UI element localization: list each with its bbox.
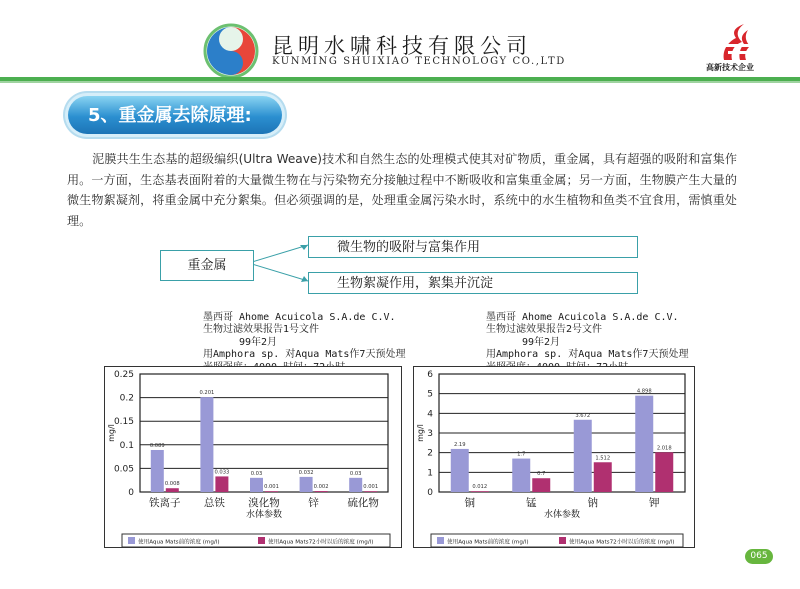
section-title: 5、重金属去除原理: [88,105,252,126]
chart1-legend-label: 使用Aqua Mats前的浓度 (mg/l) [138,539,220,546]
chart1-legend-label: 使用Aqua Mats72小时以后的浓度 (mg/l) [268,539,374,546]
chart1-category-label: 溴化物 [248,497,280,509]
chart1-meta [203,312,405,374]
header-divider-light [0,81,800,83]
chart1-ytick-label: 0 [128,488,134,498]
chart1-ytick-label: 0.05 [113,464,134,475]
chart1-bar [151,450,164,492]
chart1-data-label: 0.201 [199,390,215,397]
chart1-data-label: 0.002 [313,484,329,491]
chart2-xlabel: 水体参数 [543,510,581,520]
chart1-data-label: 0.032 [298,469,314,476]
chart2-bar [594,462,612,492]
company-logo-icon [203,23,259,79]
chart2-meta-line: 墨西哥 Ahome Acuicola S.A.de C.V. [486,312,679,323]
chart2-ytick-label: 4 [427,409,433,420]
chart2-bar [655,452,673,492]
body-paragraph [67,149,737,231]
chart2-bar [451,449,469,492]
diagram-branch-flocculation: 生物絮凝作用，絮集并沉淀 [308,272,638,294]
chart1-ytick-label: 0.2 [119,393,134,404]
chart2-ytick-label: 1 [427,468,433,479]
chart2-meta-line: 生物过滤效果报告2号文件 [486,324,603,336]
chart2-data-label: 1.7 [517,451,526,458]
chart2-data-label: 0.7 [537,471,546,478]
chart1-bar [349,478,362,492]
chart1-legend-swatch [258,537,265,544]
chart2-legend-swatch [559,537,566,544]
chart2-category-label: 锰 [526,497,537,509]
chart2-meta-line: 用Amphora sp. 对Aqua Mats作7天预处理 [486,349,689,361]
chart1-data-label: 0.008 [164,481,180,488]
diagram-branch-adsorption: 微生物的吸附与富集作用 [308,236,638,258]
chart2-meta-line: 99年2月 [522,336,561,348]
chart1-data-label: 0.089 [149,442,165,449]
chart2-data-label: 4.898 [636,388,652,395]
chart1-ytick-label: 0.1 [119,440,134,451]
chart2-bar [574,420,592,492]
chart1-bar [315,491,328,492]
chart1-ytick-label: 0.25 [113,370,134,380]
chart2-bar [471,491,489,492]
chart1-meta-line: 生物过滤效果报告1号文件 [203,324,320,336]
chart1-data-label: 0.001 [264,484,279,491]
chart1-xlabel: 水体参数 [245,510,283,520]
chart2-data-label: 3.672 [575,412,591,419]
chart2-data-label: 1.512 [595,455,611,462]
chart1-data-label: 0.033 [214,469,230,476]
diagram-connector [250,236,310,296]
chart1-bar [215,476,228,492]
company-name-cn: 昆明水啸科技有限公司 [272,34,532,58]
high-tech-badge-icon [714,22,760,62]
chart1-meta-line: 用Amphora sp. 对Aqua Mats作7天预处理 [203,349,406,361]
chart1-meta-line: 99年2月 [239,336,278,348]
diagram-main-node: 重金属 [160,250,254,281]
chart2-ytick-label: 0 [427,488,433,498]
chart2-legend-label: 使用Aqua Mats前的浓度 (mg/l) [447,539,529,546]
chart2-meta [486,312,688,374]
chart1-data-label: 0.03 [349,470,362,477]
chart2-data-label: 2.19 [453,441,466,448]
company-name-en: KUNMING SHUIXIAO TECHNOLOGY CO.,LTD [272,56,566,67]
chart2-bar [512,459,530,492]
chart2-bar [532,478,550,492]
chart2-ytick-label: 6 [427,370,433,380]
chart1-bar [300,477,313,492]
chart1-bar [364,491,377,492]
page-number: 065 [745,549,773,564]
chart2-category-label: 钾 [649,497,660,509]
chart1-bar [265,491,278,492]
chart2-ytick-label: 5 [427,389,433,400]
chart1-ylabel: mg/l [107,424,116,442]
chart1-bar [250,478,263,492]
chart2-data-label: 2.018 [656,445,672,452]
chart2-ions-svg [413,366,695,548]
chart2-legend-label: 使用Aqua Mats72小时以后的浓度 (mg/l) [569,539,675,546]
chart2-category-label: 钠 [587,497,598,509]
badge-label: 高新技术企业 [706,63,754,72]
chart1-meta-line: 墨西哥 Ahome Acuicola S.A.de C.V. [203,312,396,323]
chart2-bar [635,396,653,492]
chart1-legend-swatch [128,537,135,544]
chart2-ytick-label: 2 [427,448,433,459]
chart1-ytick-label: 0.15 [113,417,134,428]
chart2-ytick-label: 3 [427,429,433,439]
chart1-heavy-metals-svg [104,366,402,548]
chart2-ylabel: mg/l [416,424,425,442]
body-paragraph-text: 泥膜共生生态基的超级编织(Ultra Weave)技术和自然生态的处理模式使其对矿物质，重金属，具有超强的吸附和富集作用。一方面，生态基表面附着的大量微生物在与污染物充分接触过程中不断吸收和富集重金属；另一方面，生物膜产生大量的微生物絮凝剂，将重金属中充分絮集。但必须强调的是，处理重金属污染水时，系统中的水生植物和鱼类不宜食用，需慎重处理。 [67,152,737,228]
chart2-legend-swatch [437,537,444,544]
chart1-bar [200,397,213,492]
chart2-category-label: 铜 [464,497,475,509]
chart1-category-label: 硫化物 [347,497,379,509]
chart1-category-label: 总铁 [203,497,225,509]
chart1-data-label: 0.001 [363,484,379,491]
chart1-data-label: 0.03 [250,470,263,477]
chart1-category-label: 铁离子 [149,497,181,509]
chart1-category-label: 锌 [308,497,319,509]
chart1-bar [166,488,179,492]
chart2-data-label: 0.012 [472,484,488,491]
